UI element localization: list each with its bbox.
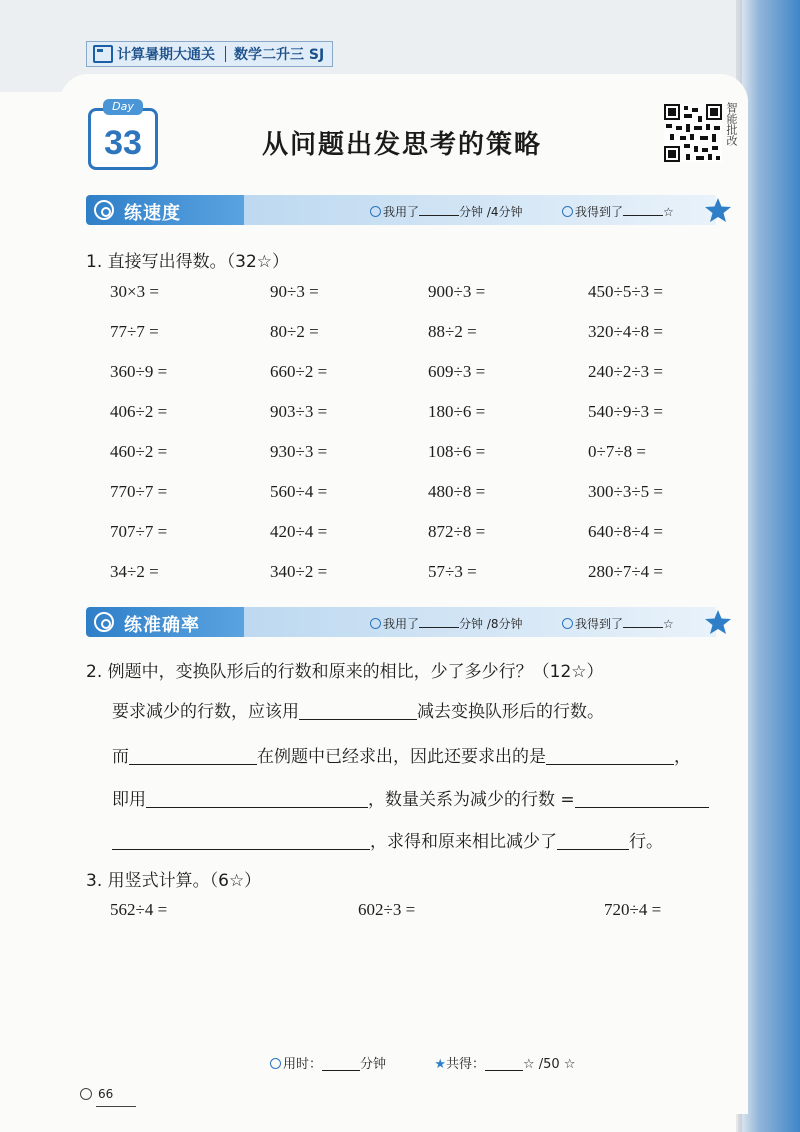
day-label: Day xyxy=(103,99,143,115)
calc-item[interactable]: 77÷7 = xyxy=(110,322,159,341)
calc-item[interactable]: 660÷2 = xyxy=(270,362,328,381)
answer-blank[interactable] xyxy=(557,832,629,850)
calc-item[interactable]: 34÷2 = xyxy=(110,562,159,581)
q2-text: ， xyxy=(674,747,691,767)
calc-item[interactable]: 57÷3 = xyxy=(428,562,477,581)
calc-item[interactable]: 609÷3 = xyxy=(428,362,486,381)
score-earned xyxy=(562,615,674,632)
score-blank[interactable] xyxy=(623,627,663,628)
time-used xyxy=(370,615,523,632)
calc-row xyxy=(110,562,710,602)
calc-item[interactable]: 88÷2 = xyxy=(428,322,477,341)
q2-line-2 xyxy=(112,742,691,767)
score-suffix: ☆ xyxy=(663,205,674,219)
section-title: 练速度 xyxy=(124,203,181,224)
score-blank[interactable] xyxy=(623,215,663,216)
day-badge xyxy=(88,100,158,170)
calc-item[interactable]: 903÷3 = xyxy=(270,402,328,421)
page-number-underline xyxy=(96,1106,136,1107)
calc-item[interactable]: 300÷3÷5 = xyxy=(588,482,663,501)
calc-item[interactable]: 80÷2 = xyxy=(270,322,319,341)
footer-time-unit: 分钟 xyxy=(360,1057,387,1072)
clock-icon xyxy=(370,618,381,629)
calc-row xyxy=(110,402,710,442)
score-earned xyxy=(562,203,674,220)
section-speed-bar xyxy=(86,195,736,225)
section-title: 练准确率 xyxy=(124,615,200,636)
qr-label: 智能批改 xyxy=(725,102,738,146)
calc-item[interactable]: 450÷5÷3 = xyxy=(588,282,663,301)
answer-blank[interactable] xyxy=(546,747,674,765)
calc-item[interactable]: 180÷6 = xyxy=(428,402,486,421)
q1-title: 1. 直接写出得数。（32☆） xyxy=(86,252,289,272)
clock-icon xyxy=(270,1058,281,1069)
calc-item[interactable]: 560÷4 = xyxy=(270,482,328,501)
q2-text: 而 xyxy=(112,747,129,767)
check-icon xyxy=(562,206,573,217)
section-accuracy-bar xyxy=(86,607,736,637)
book-logo-icon xyxy=(93,45,113,63)
q2-title: 2. 例题中，变换队形后的行数和原来的相比，少了多少行？（12☆） xyxy=(86,662,604,682)
calc-item[interactable]: 280÷7÷4 = xyxy=(588,562,663,581)
calc-item[interactable]: 30×3 = xyxy=(110,282,159,301)
time-used xyxy=(370,203,523,220)
calc-row xyxy=(110,442,710,482)
q2-text: 要求减少的行数，应该用 xyxy=(112,702,299,722)
q1-calc-grid xyxy=(110,282,710,602)
answer-blank[interactable] xyxy=(299,702,417,720)
time-blank[interactable] xyxy=(419,215,459,216)
sun-icon xyxy=(80,1088,92,1100)
calc-item[interactable]: 770÷7 = xyxy=(110,482,168,501)
q3-title: 3. 用竖式计算。（6☆） xyxy=(86,871,262,891)
answer-blank[interactable] xyxy=(112,832,370,850)
score-suffix: ☆ xyxy=(663,617,674,631)
calc-row xyxy=(110,362,710,402)
calc-item[interactable]: 340÷2 = xyxy=(270,562,328,581)
vertical-calc-item[interactable]: 562÷4 = xyxy=(110,900,168,919)
calc-row xyxy=(110,522,710,562)
answer-blank[interactable] xyxy=(129,747,257,765)
calc-item[interactable]: 360÷9 = xyxy=(110,362,168,381)
vertical-calc-item[interactable]: 602÷3 = xyxy=(358,900,416,919)
calc-item[interactable]: 460÷2 = xyxy=(110,442,168,461)
target-icon xyxy=(94,612,114,632)
score-prefix: 我得到了 xyxy=(575,617,624,631)
q2-text: 减去变换队形后的行数。 xyxy=(417,702,604,722)
stopwatch-icon xyxy=(94,200,114,220)
footer-time-label: 用时： xyxy=(283,1057,323,1072)
calc-row xyxy=(110,282,710,322)
q2-text: 在例题中已经求出，因此还要求出的是 xyxy=(257,747,546,767)
page-number: 66 xyxy=(98,1087,114,1101)
calc-item[interactable]: 540÷9÷3 = xyxy=(588,402,663,421)
check-icon xyxy=(562,618,573,629)
vertical-calc-item[interactable]: 720÷4 = xyxy=(604,900,662,919)
calc-item[interactable]: 320÷4÷8 = xyxy=(588,322,663,341)
calc-item[interactable]: 0÷7÷8 = xyxy=(588,442,646,461)
book-series: 计算暑期大通关 xyxy=(117,47,215,63)
footer-total-label: 共得： xyxy=(445,1057,485,1072)
score-prefix: 我得到了 xyxy=(575,205,624,219)
book-subject: 数学二升三 SJ xyxy=(234,47,325,63)
star-icon: ★ xyxy=(434,1057,446,1072)
calc-item[interactable]: 420÷4 = xyxy=(270,522,328,541)
q2-line-4 xyxy=(112,827,663,852)
calc-item[interactable]: 900÷3 = xyxy=(428,282,486,301)
calc-item[interactable]: 108÷6 = xyxy=(428,442,486,461)
calc-item[interactable]: 930÷3 = xyxy=(270,442,328,461)
time-suffix: 分钟 /8分钟 xyxy=(459,617,523,631)
calc-row xyxy=(110,322,710,362)
q2-text: ，数量关系为减少的行数 = xyxy=(368,790,575,810)
calc-item[interactable]: 480÷8 = xyxy=(428,482,486,501)
calc-item[interactable]: 640÷8÷4 = xyxy=(588,522,663,541)
answer-blank[interactable] xyxy=(575,790,709,808)
q2-line-1 xyxy=(112,697,604,722)
footer-summary xyxy=(270,1053,575,1072)
q3-calc-row xyxy=(110,900,710,930)
q2-text: ，求得和原来相比减少了 xyxy=(370,832,557,852)
time-prefix: 我用了 xyxy=(383,617,420,631)
footer-total-unit: ☆ /50 ☆ xyxy=(522,1057,576,1072)
q2-line-3 xyxy=(112,785,709,810)
calc-item[interactable]: 90÷3 = xyxy=(270,282,319,301)
day-number: 33 xyxy=(104,124,142,162)
clock-icon xyxy=(370,206,381,217)
calc-row xyxy=(110,482,710,522)
q2-text: 行。 xyxy=(629,832,663,852)
star-badge-icon xyxy=(704,609,732,635)
calc-item[interactable]: 872÷8 = xyxy=(428,522,486,541)
q2-text: 即用 xyxy=(112,790,146,810)
footer-time-blank[interactable] xyxy=(322,1057,360,1071)
lesson-title: 从问题出发思考的策略 xyxy=(262,130,543,160)
calc-item[interactable]: 406÷2 = xyxy=(110,402,168,421)
book-header xyxy=(86,41,333,67)
calc-item[interactable]: 240÷2÷3 = xyxy=(588,362,663,381)
time-suffix: 分钟 /4分钟 xyxy=(459,205,523,219)
time-prefix: 我用了 xyxy=(383,205,420,219)
star-badge-icon xyxy=(704,197,732,223)
footer-total-blank[interactable] xyxy=(485,1057,523,1071)
answer-blank[interactable] xyxy=(146,790,368,808)
calc-item[interactable]: 707÷7 = xyxy=(110,522,168,541)
header-divider xyxy=(225,46,226,62)
qr-code-icon[interactable] xyxy=(664,104,722,162)
time-blank[interactable] xyxy=(419,627,459,628)
